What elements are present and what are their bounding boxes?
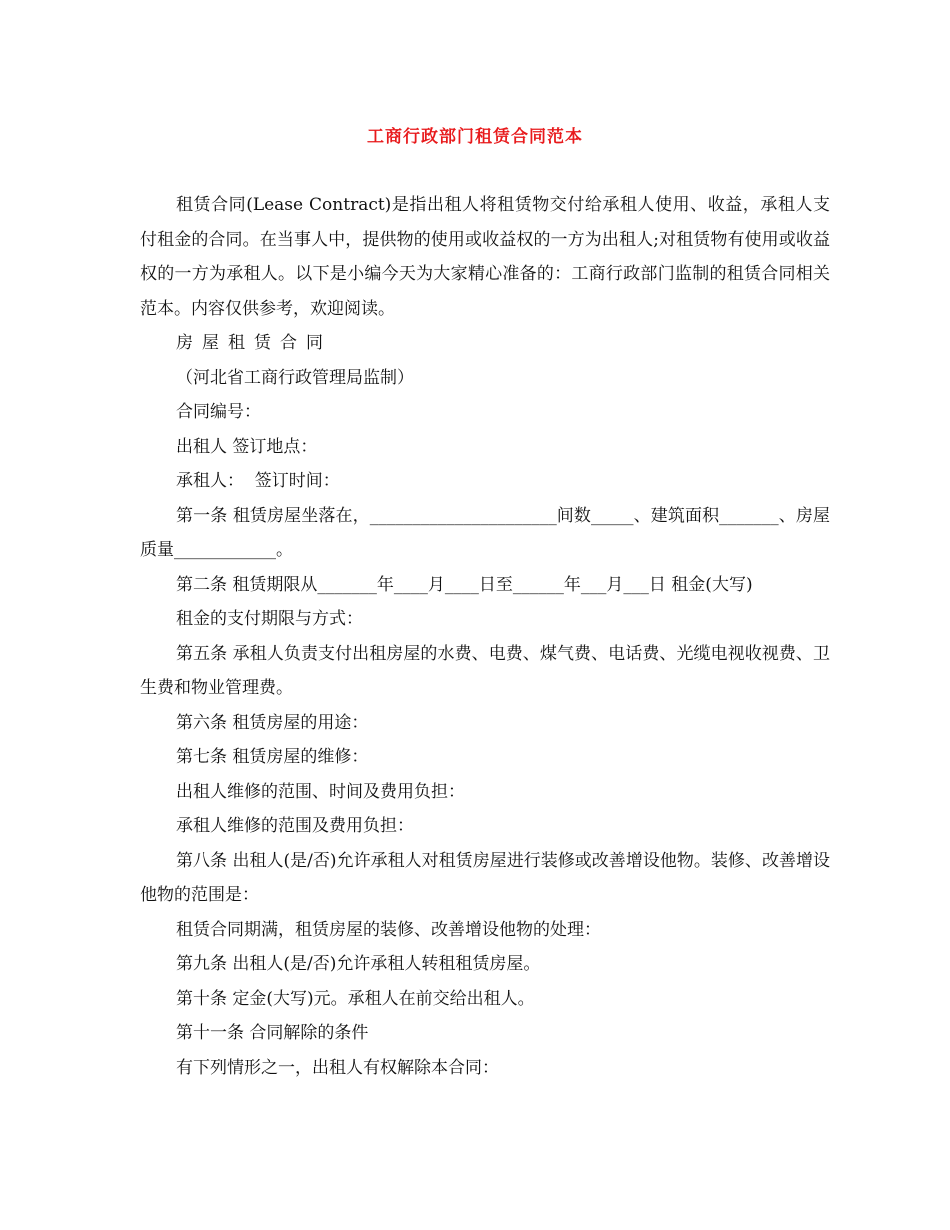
lessee-repair-line: 承租人维修的范围及费用负担： <box>176 816 414 836</box>
article-11: 第十一条 合同解除的条件 <box>176 1023 369 1043</box>
document-body <box>140 188 830 1085</box>
article-7: 第七条 租赁房屋的维修： <box>176 747 369 767</box>
contract-supervisor: （河北省工商行政管理局监制） <box>176 367 414 388</box>
rent-payment-line: 租金的支付期限与方式： <box>176 609 363 629</box>
article-10: 第十条 定金(大写)元。承租人在前交给出租人。 <box>176 988 535 1009</box>
expiry-handling-line: 租赁合同期满，租赁房屋的装修、改善增设他物的处理： <box>176 919 601 940</box>
article-2: 第二条 租赁期限从_______年____月____日至______年___月___日 租金(大写) <box>176 574 753 595</box>
document-title: 工商行政部门租赁合同范本 <box>367 127 583 147</box>
termination-line: 有下列情形之一，出租人有权解除本合同： <box>176 1057 499 1078</box>
lessor-line: 出租人 签订地点： <box>176 436 318 457</box>
article-9: 第九条 出租人(是/否)允许承租人转租租赁房屋。 <box>176 954 541 974</box>
contract-number-line: 合同编号： <box>176 402 261 422</box>
intro-paragraph: 租赁合同(Lease Contract)是指出租人将租赁物交付给承租人使用、收益，承租人支付租金的合同。在当事人中，提供物的使用或收益权的一方为出租人;对租赁物有使用或收益权的一方为承租人。以下是小编今天为大家精心准备的：工商行政部门监制的租赁合同相关范本。内容仅供参考，欢迎阅读。 <box>140 195 830 319</box>
lessee-line: 承租人： 签订时间： <box>176 471 340 491</box>
article-1: 第一条 租赁房屋坐落在，______________________间数_____、建筑面积_______、房屋质量____________。 <box>140 505 830 560</box>
contract-heading: 房屋租赁合同 <box>176 333 332 353</box>
article-8: 第八条 出租人(是/否)允许承租人对租赁房屋进行装修或改善增设他物。装修、改善增设他物的范围是： <box>140 850 830 905</box>
article-6: 第六条 租赁房屋的用途： <box>176 712 369 733</box>
article-5: 第五条 承租人负责支付出租房屋的水费、电费、煤气费、电话费、光缆电视收视费、卫生费和物业管理费。 <box>140 643 830 698</box>
lessor-repair-line: 出租人维修的范围、时间及费用负担： <box>176 781 465 802</box>
